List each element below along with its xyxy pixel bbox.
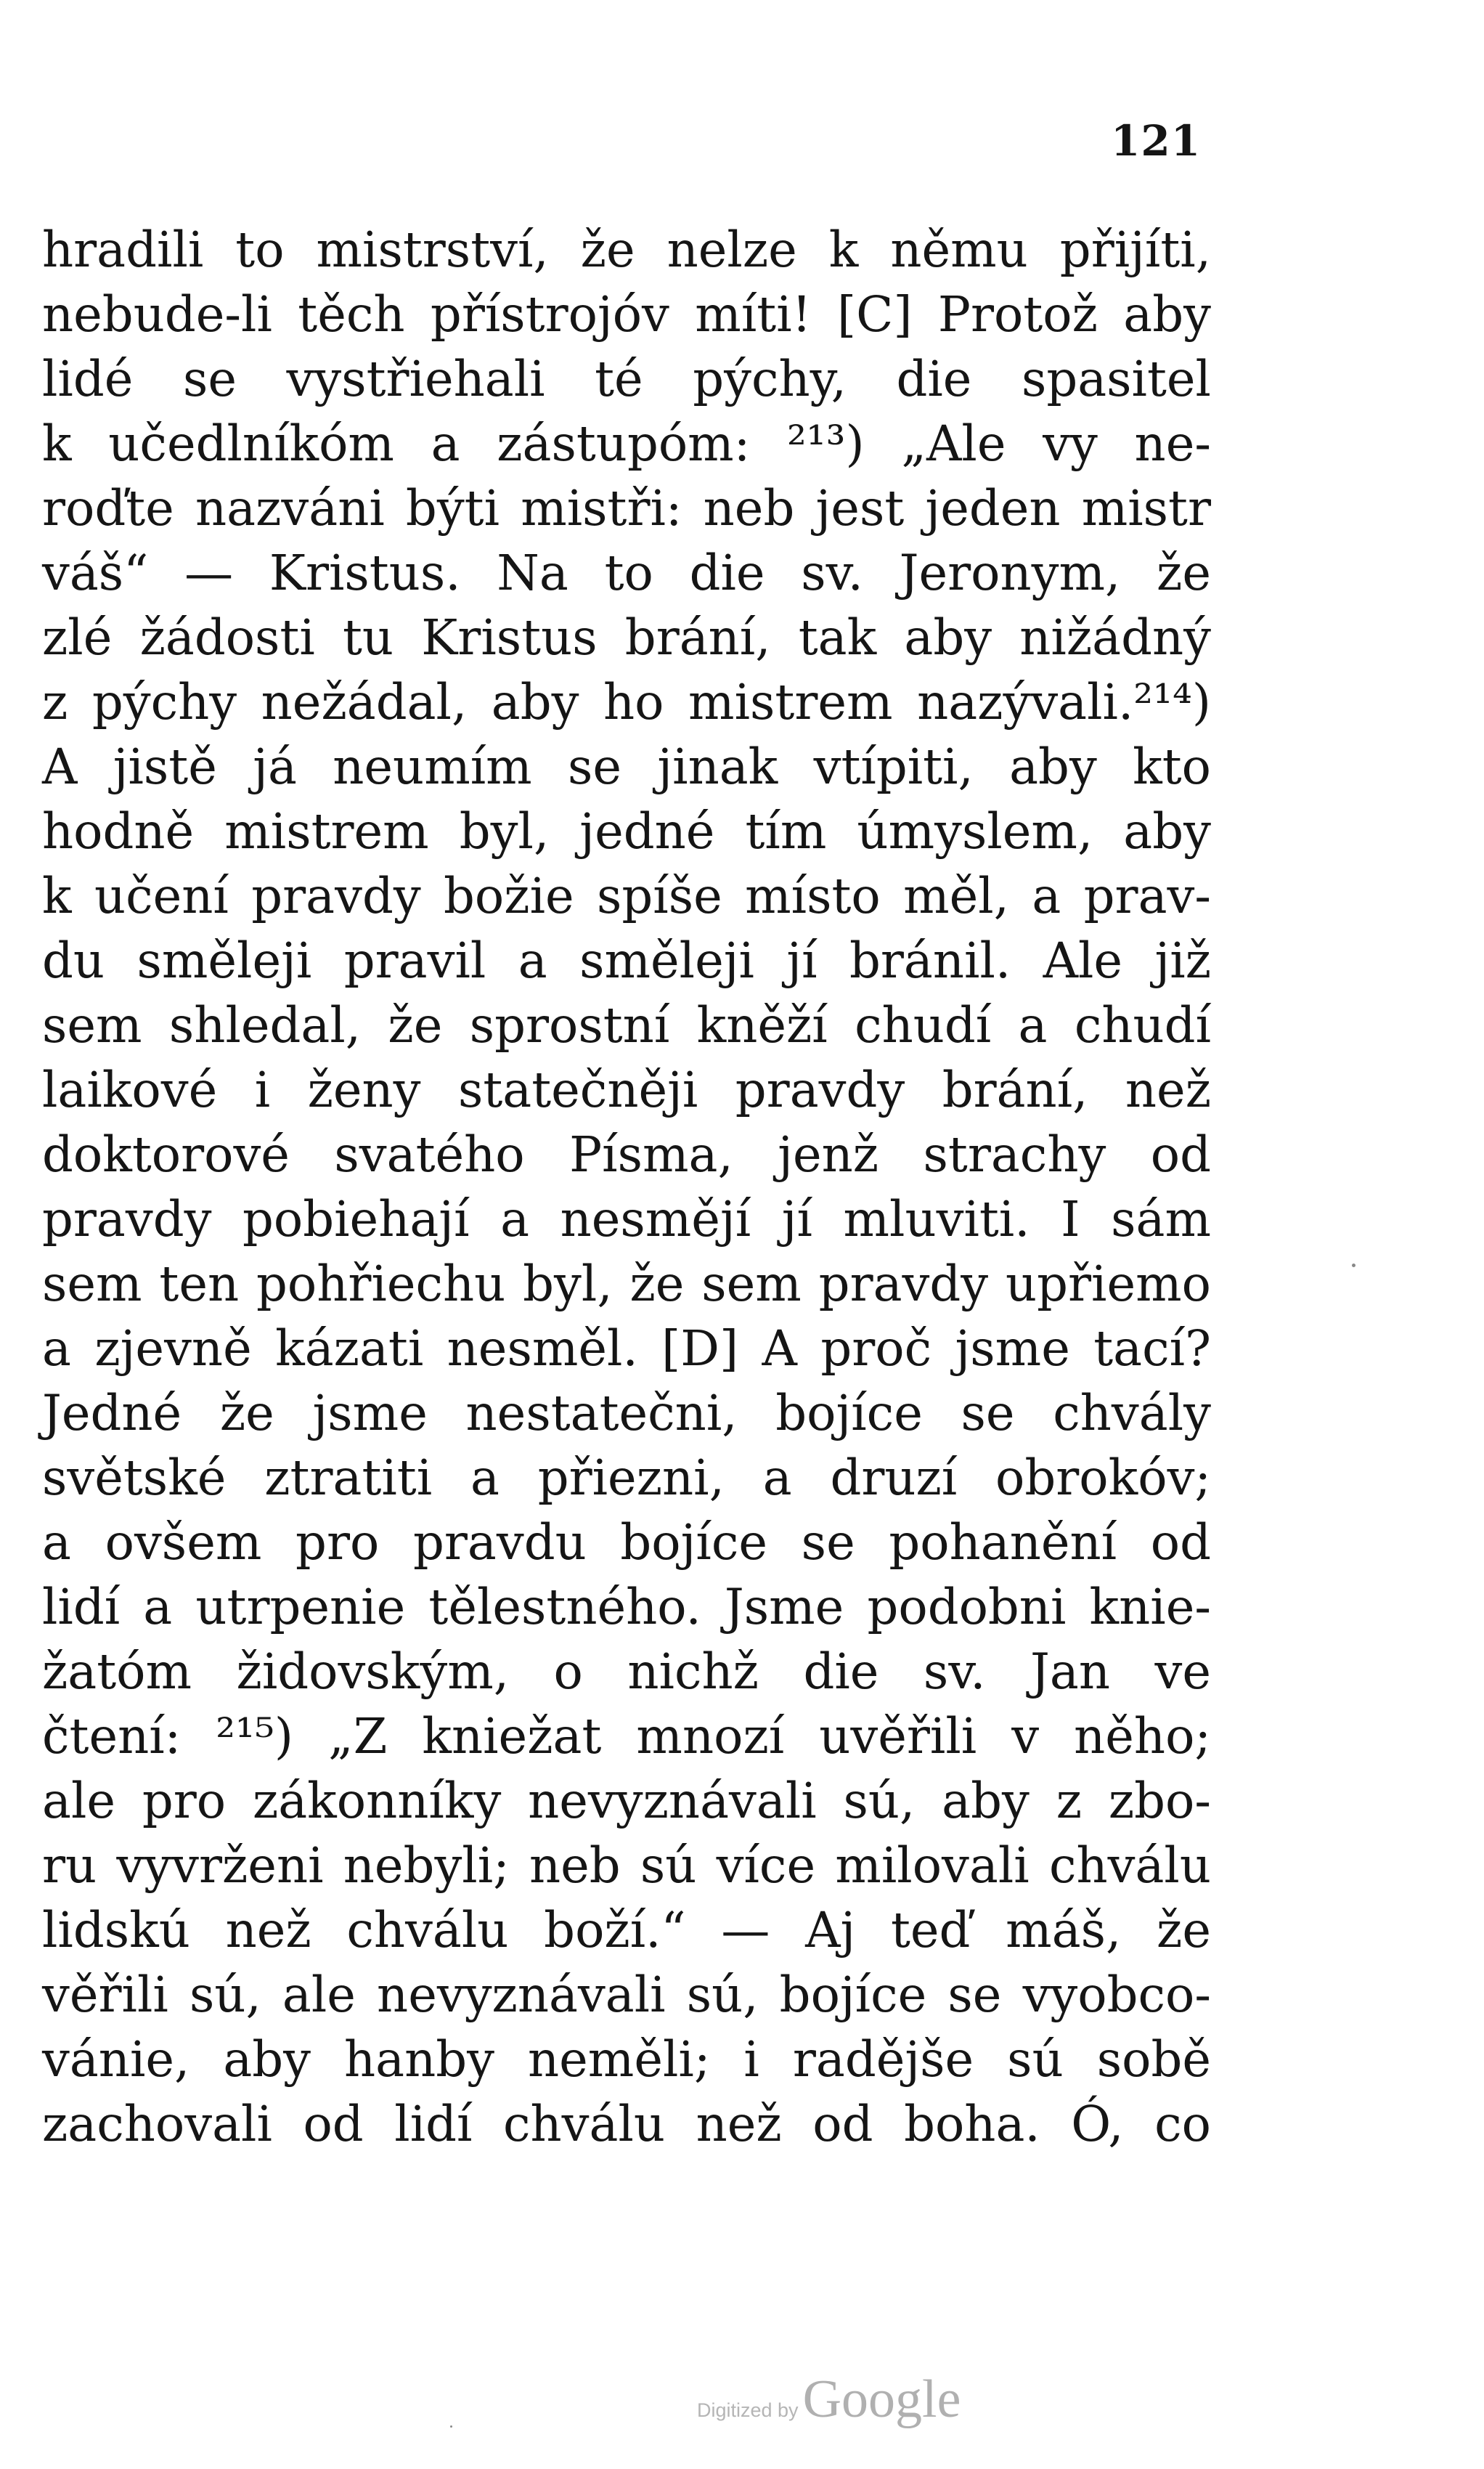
watermark-prefix: Digitized by [697, 2399, 799, 2421]
text-line: čtení: ²¹⁵) „Z kniežat mnozí uvěřili v něho; [42, 1708, 1211, 1765]
text-line: nebude-li těch přístrojóv míti! [C] Protož aby [42, 286, 1211, 343]
scan-speck [1352, 1264, 1355, 1267]
text-line: doktorové svatého Písma, jenž strachy od [42, 1126, 1211, 1183]
google-logo: Google [802, 2370, 961, 2429]
text-line: ale pro zákonníky nevyznávali sú, aby z zbo- [42, 1773, 1211, 1829]
scan-speck [450, 2425, 452, 2428]
digitization-watermark [697, 2369, 961, 2431]
text-line: sem ten pohřiechu byl, že sem pravdy upřiemo [42, 1256, 1211, 1312]
text-line: ru vyvrženi nebyli; neb sú více milovali chválu [42, 1837, 1211, 1894]
text-line: laikové i ženy statečněji pravdy brání, než [42, 1062, 1211, 1118]
text-line: A jistě já neumím se jinak vtípiti, aby kto [42, 739, 1211, 795]
text-line: k učení pravdy božie spíše místo měl, a prav- [42, 868, 1211, 924]
page-number: 121 [1111, 116, 1202, 166]
body-text [42, 218, 1211, 2157]
text-line: žatóm židovským, o nichž die sv. Jan ve [42, 1643, 1211, 1700]
text-line: lidé se vystřiehali té pýchy, die spasitel [42, 351, 1211, 407]
text-line: k učedlníkóm a zástupóm: ²¹³) „Ale vy ne- [42, 415, 1211, 472]
text-line: věřili sú, ale nevyznávali sú, bojíce se vyobco- [42, 1966, 1211, 2023]
text-line: zlé žádosti tu Kristus brání, tak aby nižádný [42, 609, 1211, 666]
text-line: zachovali od lidí chválu než od boha. Ó, co [42, 2096, 1211, 2152]
text-line: du směleji pravil a směleji jí bránil. Ale již [42, 932, 1211, 989]
text-line: roďte nazváni býti mistři: neb jest jeden mistr [42, 480, 1211, 537]
text-line: z pýchy nežádal, aby ho mistrem nazývali.²¹⁴) [42, 674, 1211, 731]
text-line: lidskú než chválu boží.“ — Aj teď máš, že [42, 1902, 1211, 1958]
text-line: váš“ — Kristus. Na to die sv. Jeronym, že [42, 545, 1211, 601]
text-line: Jedné že jsme nestatečni, bojíce se chvály [42, 1385, 1211, 1441]
text-line: sem shledal, že sprostní kněží chudí a chudí [42, 997, 1211, 1054]
text-line: a ovšem pro pravdu bojíce se pohanění od [42, 1514, 1211, 1571]
text-line: lidí a utrpenie tělestného. Jsme podobni knie- [42, 1579, 1211, 1635]
text-line: pravdy pobiehají a nesmějí jí mluviti. I sám [42, 1191, 1211, 1248]
text-line: vánie, aby hanby neměli; i radějše sú sobě [42, 2031, 1211, 2088]
text-line: světské ztratiti a přiezni, a druzí obrokóv; [42, 1449, 1211, 1506]
text-line: a zjevně kázati nesměl. [D] A proč jsme tací? [42, 1320, 1211, 1377]
text-line: hradili to mistrství, že nelze k němu přijíti, [42, 221, 1211, 278]
text-line: hodně mistrem byl, jedné tím úmyslem, aby [42, 803, 1211, 860]
